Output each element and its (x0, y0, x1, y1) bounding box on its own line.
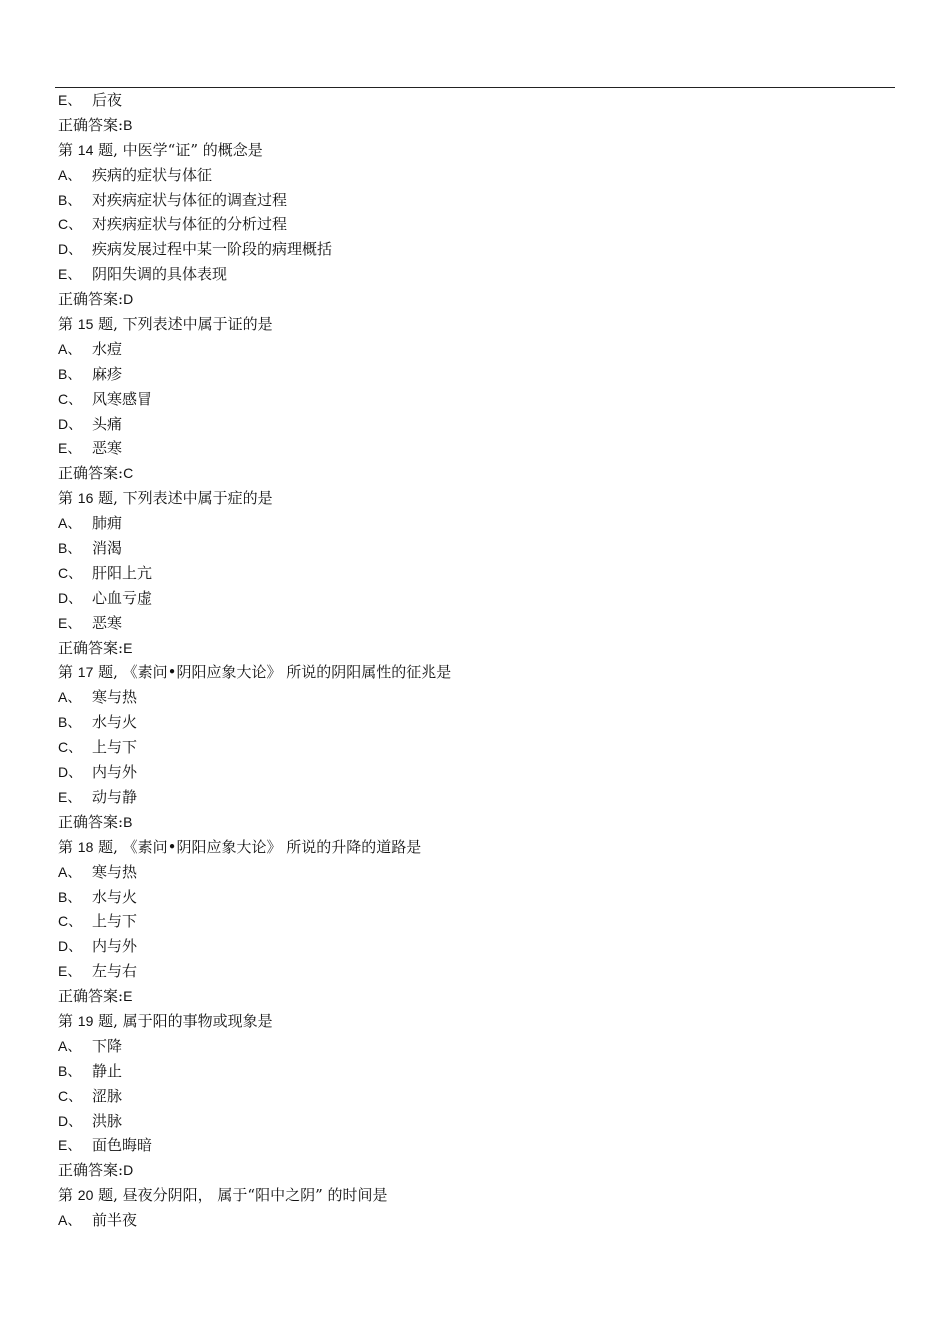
option-text: 恶寒 (92, 613, 123, 632)
option-text: 心血亏虚 (92, 588, 153, 607)
option-line (58, 511, 898, 536)
option-line (58, 909, 898, 934)
question-text: 题, 中医学“证” 的概念是 (93, 140, 263, 159)
option-line (58, 735, 898, 760)
answer-value: C (123, 465, 134, 482)
option-text: 面色晦暗 (92, 1136, 153, 1155)
question-text: 题, 《素问•阴阳应象大论》 所说的升降的道路是 (93, 837, 422, 856)
answer-line (58, 287, 898, 312)
option-letter: A、 (58, 166, 82, 183)
option-letter: E、 (58, 266, 82, 283)
question-number: 18 (77, 838, 94, 855)
option-text: 疾病的症状与体征 (92, 165, 213, 184)
option-line (58, 586, 898, 611)
answer-value: B (123, 813, 133, 830)
option-letter: C、 (58, 1087, 83, 1104)
option-letter: E、 (58, 440, 82, 457)
option-text: 水与火 (92, 713, 138, 732)
document-body (58, 88, 898, 1233)
option-text: 对疾病症状与体征的调查过程 (92, 190, 288, 209)
option-text: 上与下 (92, 912, 138, 931)
option-text: 对疾病症状与体征的分析过程 (92, 215, 288, 234)
option-line (58, 710, 898, 735)
option-text: 寒与热 (92, 688, 138, 707)
option-letter: B、 (58, 714, 82, 731)
option-letter: E、 (58, 614, 82, 631)
question-text: 题, 属于阳的事物或现象是 (93, 1011, 273, 1030)
option-line (58, 212, 898, 237)
answer-value: E (123, 988, 133, 1005)
option-letter: D、 (58, 938, 83, 955)
option-line (58, 561, 898, 586)
option-line (58, 1208, 898, 1233)
answer-line (58, 810, 898, 835)
question-line (58, 138, 898, 163)
option-text: 动与静 (92, 787, 138, 806)
option-letter: C、 (58, 564, 83, 581)
option-line (58, 611, 898, 636)
question-text: 题, 下列表述中属于证的是 (93, 315, 273, 334)
question-number: 16 (77, 490, 94, 507)
option-line (58, 337, 898, 362)
option-letter: A、 (58, 1037, 82, 1054)
answer-label: 正确答案: (58, 464, 124, 483)
option-letter: A、 (58, 515, 82, 532)
option-text: 内与外 (92, 763, 138, 782)
question-line (58, 660, 898, 685)
option-letter: E、 (58, 788, 82, 805)
option-text: 上与下 (92, 738, 138, 757)
option-letter: A、 (58, 340, 82, 357)
option-letter: B、 (58, 1062, 82, 1079)
answer-label: 正确答案: (58, 115, 124, 134)
question-prefix: 第 (58, 315, 78, 334)
option-line (58, 760, 898, 785)
answer-value: B (123, 116, 133, 133)
option-letter: C、 (58, 216, 83, 233)
question-text: 题, 《素问•阴阳应象大论》 所说的阴阳属性的征兆是 (93, 663, 452, 682)
option-letter: B、 (58, 191, 82, 208)
option-line (58, 1034, 898, 1059)
option-letter: A、 (58, 689, 82, 706)
option-text: 肝阳上亢 (92, 563, 153, 582)
option-letter: E、 (58, 92, 82, 108)
option-line (58, 362, 898, 387)
option-line (58, 959, 898, 984)
question-line (58, 1009, 898, 1034)
answer-label: 正确答案: (58, 290, 124, 309)
option-letter: E、 (58, 963, 82, 980)
option-letter: A、 (58, 1212, 82, 1229)
option-line (58, 163, 898, 188)
option-text: 内与外 (92, 937, 138, 956)
option-letter: C、 (58, 739, 83, 756)
option-letter: D、 (58, 415, 83, 432)
question-line (58, 835, 898, 860)
option-line (58, 785, 898, 810)
question-text: 题, 昼夜分阴阳， 属于“阳中之阴” 的时间是 (93, 1186, 388, 1205)
option-text: 消渴 (92, 539, 123, 558)
question-prefix: 第 (58, 837, 78, 856)
option-line (58, 1059, 898, 1084)
option-text: 后夜 (92, 91, 123, 109)
option-text: 寒与热 (92, 862, 138, 881)
option-letter: B、 (58, 540, 82, 557)
option-letter: B、 (58, 365, 82, 382)
answer-line (58, 461, 898, 486)
question-prefix: 第 (58, 140, 78, 159)
question-number: 14 (77, 141, 94, 158)
question-prefix: 第 (58, 663, 78, 682)
question-prefix: 第 (58, 489, 78, 508)
answer-line (58, 636, 898, 661)
option-line (58, 237, 898, 262)
option-line (58, 1133, 898, 1158)
answer-label: 正确答案: (58, 1161, 124, 1180)
option-text: 阴阳失调的具体表现 (92, 265, 228, 284)
question-line (58, 1183, 898, 1208)
answer-label: 正确答案: (58, 987, 124, 1006)
option-text: 左与右 (92, 962, 138, 981)
option-line (58, 88, 898, 113)
option-line (58, 188, 898, 213)
option-letter: D、 (58, 241, 83, 258)
answer-line (58, 984, 898, 1009)
option-text: 肺痈 (92, 514, 123, 533)
option-line (58, 262, 898, 287)
option-letter: E、 (58, 1137, 82, 1154)
option-line (58, 885, 898, 910)
question-prefix: 第 (58, 1186, 78, 1205)
option-text: 疾病发展过程中某一阶段的病理概括 (92, 240, 333, 259)
question-line (58, 312, 898, 337)
answer-label: 正确答案: (58, 638, 124, 657)
option-letter: D、 (58, 764, 83, 781)
option-line (58, 1084, 898, 1109)
answer-line (58, 113, 898, 138)
question-text: 题, 下列表述中属于症的是 (93, 489, 273, 508)
option-letter: B、 (58, 888, 82, 905)
option-text: 水痘 (92, 339, 123, 358)
question-number: 17 (77, 664, 94, 681)
option-text: 头痛 (92, 414, 123, 433)
answer-label: 正确答案: (58, 812, 124, 831)
option-letter: C、 (58, 390, 83, 407)
option-line (58, 1109, 898, 1134)
option-text: 水与火 (92, 887, 138, 906)
option-text: 风寒感冒 (92, 389, 153, 408)
answer-value: D (123, 1162, 134, 1179)
option-line (58, 412, 898, 437)
option-text: 静止 (92, 1061, 123, 1080)
option-letter: A、 (58, 863, 82, 880)
option-line (58, 536, 898, 561)
option-line (58, 436, 898, 461)
question-number: 20 (77, 1187, 94, 1204)
option-text: 下降 (92, 1036, 123, 1055)
option-text: 前半夜 (92, 1211, 138, 1230)
option-text: 恶寒 (92, 439, 123, 458)
answer-line (58, 1158, 898, 1183)
option-text: 洪脉 (92, 1111, 123, 1130)
question-number: 15 (77, 316, 94, 333)
option-text: 涩脉 (92, 1086, 123, 1105)
question-number: 19 (77, 1012, 94, 1029)
option-line (58, 685, 898, 710)
option-text: 麻疹 (92, 364, 123, 383)
answer-value: D (123, 291, 134, 308)
option-letter: D、 (58, 1112, 83, 1129)
option-line (58, 934, 898, 959)
question-prefix: 第 (58, 1011, 78, 1030)
question-line (58, 486, 898, 511)
option-line (58, 387, 898, 412)
option-line (58, 860, 898, 885)
option-letter: D、 (58, 589, 83, 606)
option-letter: C、 (58, 913, 83, 930)
answer-value: E (123, 639, 133, 656)
